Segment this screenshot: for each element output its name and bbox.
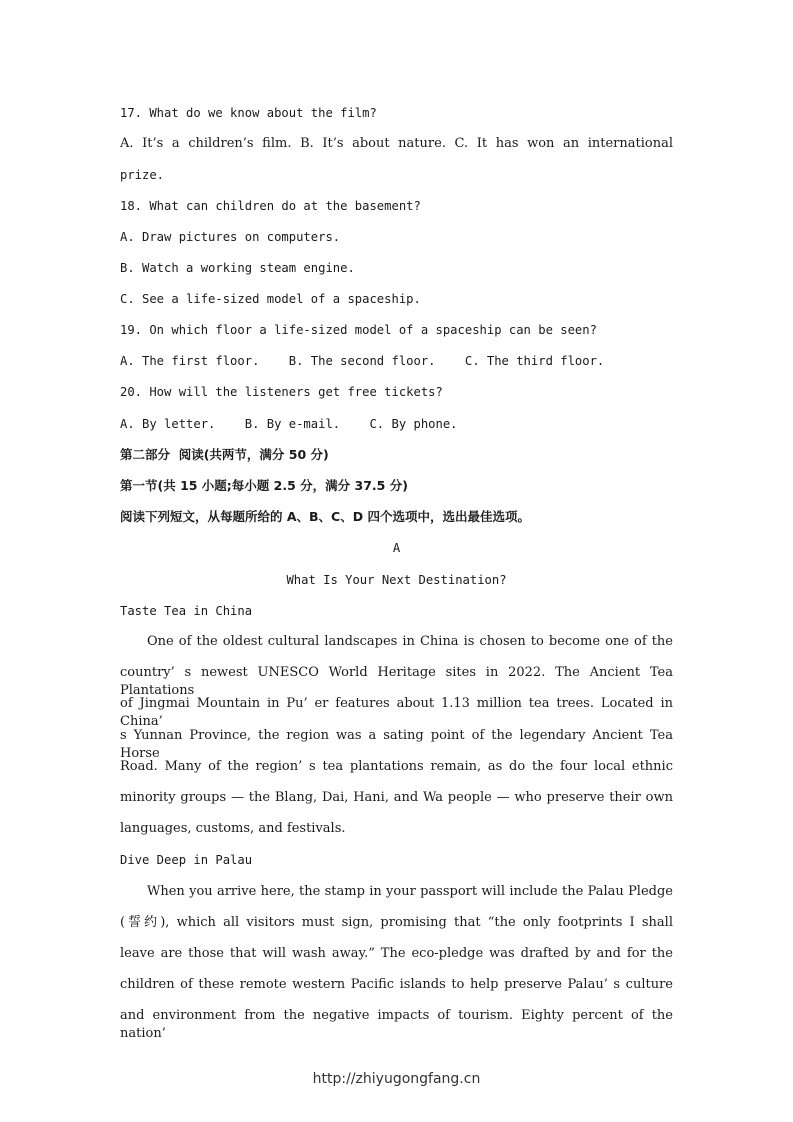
paragraph-line: leave are those that will wash away.” The eco-pledge was drafted by and for the: [120, 946, 673, 961]
section-heading-palau: Dive Deep in Palau: [120, 853, 253, 867]
section-one-title: 第一节(共 15 小题;每小题 2.5 分，满分 37.5 分): [120, 478, 408, 493]
part-two-title: 第二部分 阅读(共两节，满分 50 分): [120, 447, 329, 462]
passage-label: A: [392, 541, 401, 555]
question-20-stem: 20. How will the listeners get free tickets?: [120, 385, 443, 399]
question-18-option-a: A. Draw pictures on computers.: [120, 230, 341, 244]
question-19-stem: 19. On which floor a life-sized model of a spaceship can be seen?: [120, 323, 597, 337]
paragraph-line: country’ s newest UNESCO World Heritage sites in 2022. The Ancient Tea Plantations: [120, 665, 673, 698]
reading-instruction: 阅读下列短文，从每题所给的 A、B、C、D 四个选项中，选出最佳选项。: [120, 509, 530, 524]
section-heading-tea: Taste Tea in China: [120, 604, 253, 618]
question-17-options-continued: prize.: [120, 168, 165, 182]
question-20-options: A. By letter. B. By e-mail. C. By phone.: [120, 417, 458, 431]
question-18-stem: 18. What can children do at the basement?: [120, 199, 421, 213]
paragraph-line: Road. Many of the region’ s tea plantations remain, as do the four local ethnic: [120, 759, 673, 774]
paragraph-line: When you arrive here, the stamp in your passport will include the Palau Pledge: [147, 884, 673, 899]
paragraph-line: s Yunnan Province, the region was a sating point of the legendary Ancient Tea Horse: [120, 728, 673, 761]
paragraph-line: minority groups — the Blang, Dai, Hani, and Wa people — who preserve their own: [120, 790, 673, 805]
paragraph-line: languages, customs, and festivals.: [120, 821, 346, 836]
question-17-stem: 17. What do we know about the film?: [120, 106, 377, 120]
question-19-options: A. The first floor. B. The second floor. C. The third floor.: [120, 354, 605, 368]
question-18-option-b: B. Watch a working steam engine.: [120, 261, 355, 275]
passage-title: What Is Your Next Destination?: [286, 573, 507, 587]
footer-url: http://zhiyugongfang.cn: [312, 1071, 481, 1087]
paragraph-line: of Jingmai Mountain in Pu’ er features about 1.13 million tea trees. Located in China’: [120, 696, 673, 729]
question-17-options: A. It’s a children’s film. B. It’s about nature. C. It has won an international: [120, 136, 673, 151]
paragraph-line: (誓约), which all visitors must sign, promising that “the only footprints I shall: [120, 915, 673, 930]
paragraph-line: and environment from the negative impacts of tourism. Eighty percent of the nation’: [120, 1008, 673, 1041]
paragraph-line: children of these remote western Pacific islands to help preserve Palau’ s culture: [120, 977, 673, 992]
paragraph-line: One of the oldest cultural landscapes in China is chosen to become one of the: [147, 634, 673, 649]
question-18-option-c: C. See a life-sized model of a spaceship.: [120, 292, 421, 306]
